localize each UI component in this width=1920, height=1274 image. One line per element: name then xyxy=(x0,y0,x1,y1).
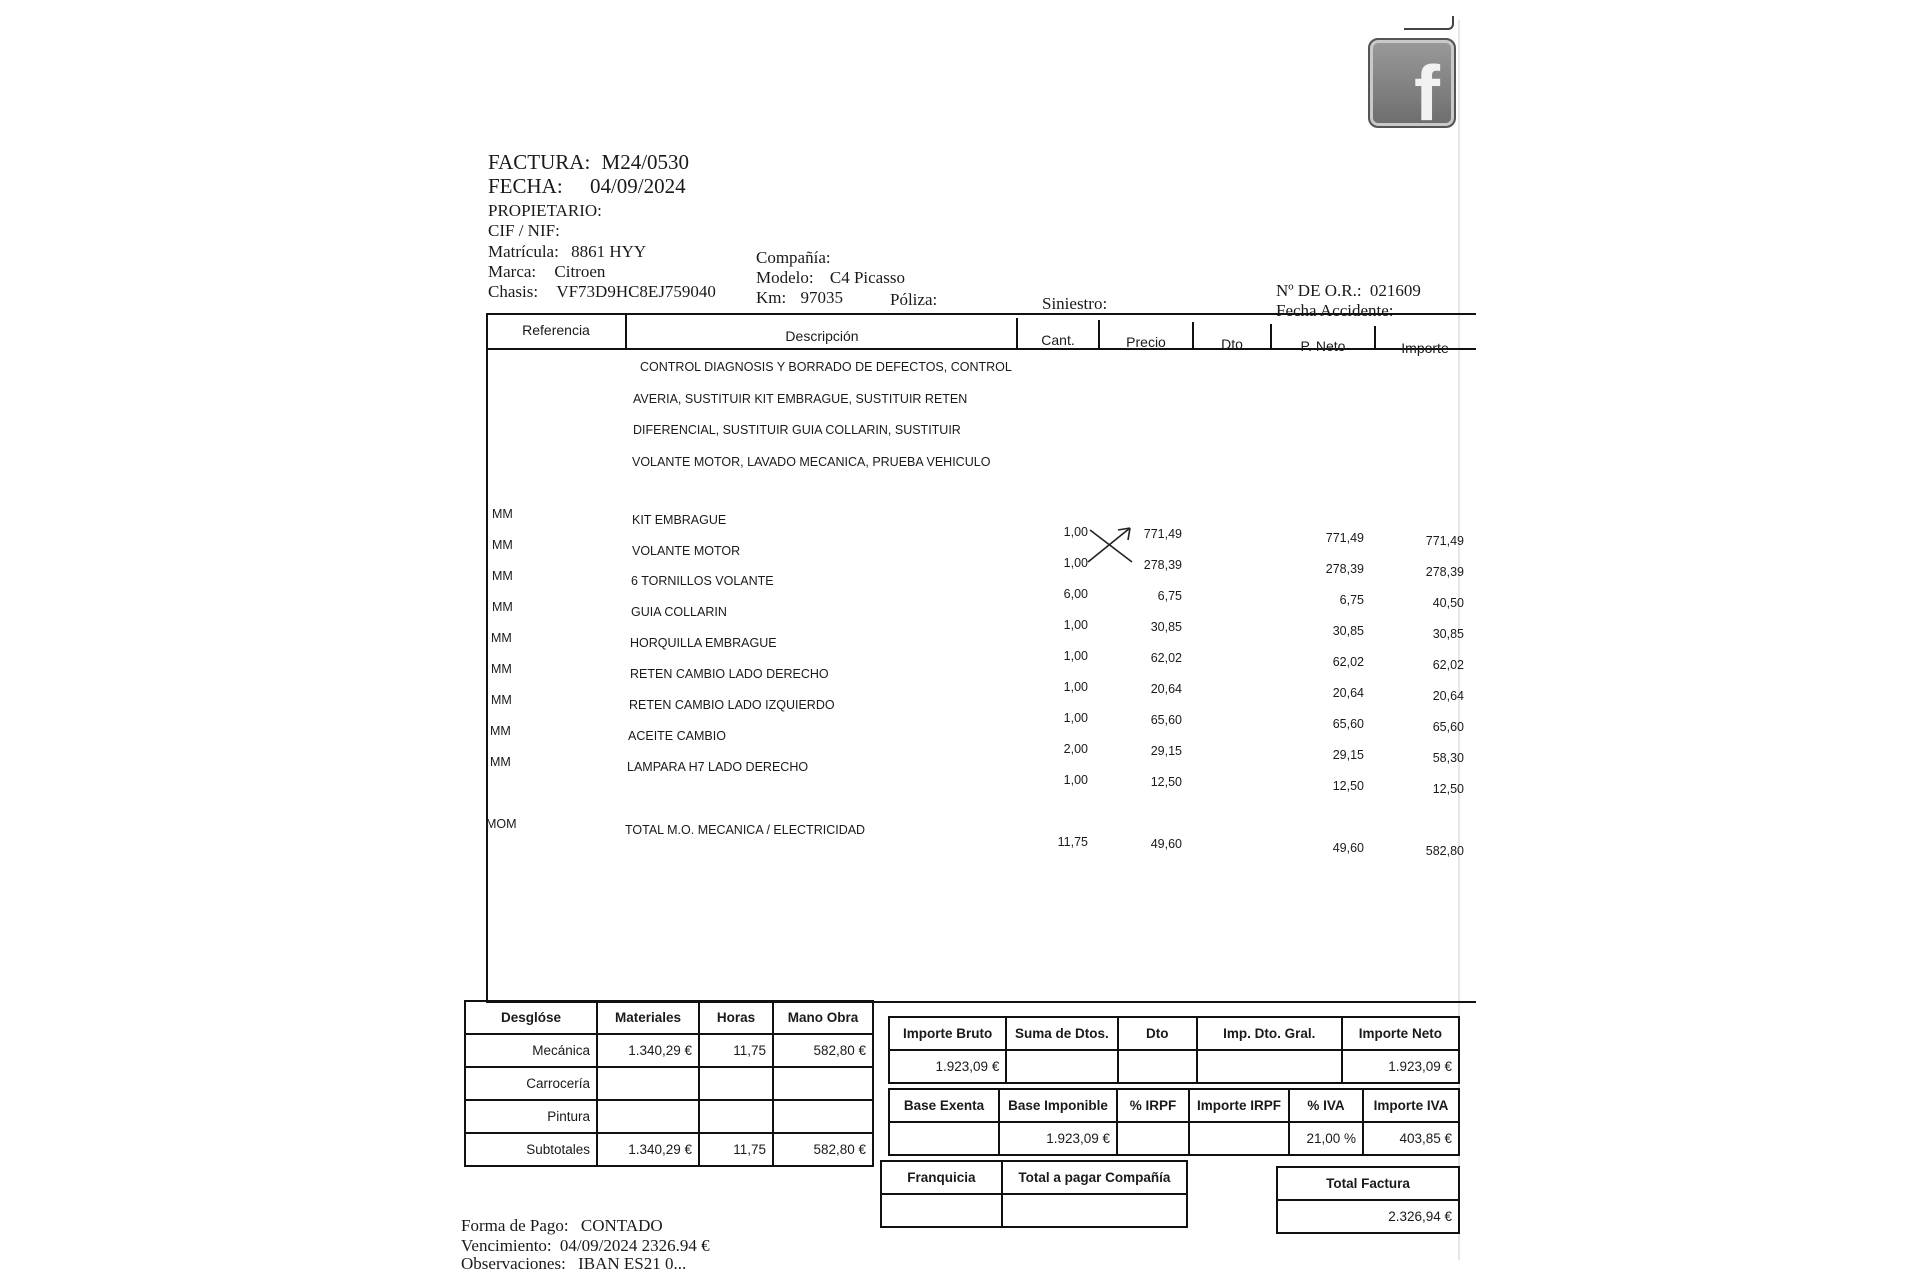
franquicia-header: Franquicia xyxy=(881,1161,1002,1194)
or-line xyxy=(1276,281,1421,301)
base-exenta-header: Base Exenta xyxy=(889,1089,999,1122)
row-importe: 771,49 xyxy=(1425,534,1464,548)
franquicia-table xyxy=(880,1160,1188,1228)
importe-iva-value: 403,85 € xyxy=(1363,1122,1459,1155)
km-value: 97035 xyxy=(800,288,843,307)
row-desc: RETEN CAMBIO LADO DERECHO xyxy=(630,667,829,681)
pct-iva-header: % IVA xyxy=(1289,1089,1363,1122)
forma-pago-value: CONTADO xyxy=(580,1216,663,1235)
poliza-label: Póliza: xyxy=(890,290,938,309)
importe-iva-header: Importe IVA xyxy=(1363,1089,1459,1122)
horas-value xyxy=(699,1067,773,1100)
factura-label: FACTURA: xyxy=(488,150,591,174)
row-ref: MM xyxy=(492,600,513,614)
siniestro-label: Siniestro: xyxy=(1042,294,1108,313)
row-cant: 1,00 xyxy=(1063,525,1088,539)
total-factura-value: 2.326,94 € xyxy=(1277,1200,1459,1233)
row-cant: 1,00 xyxy=(1063,711,1088,725)
base-exenta-value xyxy=(889,1122,999,1155)
suma-dtos-value xyxy=(1006,1050,1117,1083)
row-precio: 30,85 xyxy=(1150,620,1182,634)
row-precio: 12,50 xyxy=(1150,775,1182,789)
fecha-accidente-label: Fecha Accidente: xyxy=(1276,301,1394,320)
row-cant: 1,00 xyxy=(1063,618,1088,632)
facebook-icon: f xyxy=(1368,38,1456,128)
materiales-header: Materiales xyxy=(597,1001,699,1034)
row-label: Pintura xyxy=(465,1100,597,1133)
row-precio: 49,60 xyxy=(1150,837,1182,851)
importe-neto-value: 1.923,09 € xyxy=(1342,1050,1459,1083)
row-pneto: 6,75 xyxy=(1339,593,1364,607)
row-importe: 40,50 xyxy=(1432,596,1464,610)
importe-bruto-header: Importe Bruto xyxy=(889,1017,1006,1050)
imp-dto-gral-value xyxy=(1197,1050,1342,1083)
importes-table xyxy=(888,1016,1460,1084)
horas-value xyxy=(699,1100,773,1133)
base-imponible-header: Base Imponible xyxy=(999,1089,1117,1122)
row-desc: KIT EMBRAGUE xyxy=(632,513,727,527)
fecha-value: 04/09/2024 xyxy=(589,174,686,198)
km-line xyxy=(756,288,843,308)
col-referencia: Referencia xyxy=(522,322,590,338)
col-importe: Importe xyxy=(1401,340,1449,356)
description-line: DIFERENCIAL, SUSTITUIR GUIA COLLARIN, SUSTITUIR xyxy=(633,423,961,437)
vencimiento-label: Vencimiento: xyxy=(461,1236,552,1255)
row-pneto: 20,64 xyxy=(1332,686,1364,700)
row-desc: GUIA COLLARIN xyxy=(631,605,727,619)
factura-line xyxy=(488,150,689,175)
row-pneto: 771,49 xyxy=(1325,531,1364,545)
row-cant: 11,75 xyxy=(1057,835,1088,849)
row-ref: MM xyxy=(492,569,513,583)
row-desc: ACEITE CAMBIO xyxy=(628,729,726,743)
pct-irpf-header: % IRPF xyxy=(1117,1089,1189,1122)
row-ref: MM xyxy=(491,631,512,645)
mano-obra-value xyxy=(773,1100,873,1133)
dto-header: Dto xyxy=(1118,1017,1197,1050)
col-pneto: P. Neto xyxy=(1300,338,1346,354)
row-pneto: 12,50 xyxy=(1332,779,1364,793)
row-desc: HORQUILLA EMBRAGUE xyxy=(630,636,777,650)
total-factura-table xyxy=(1276,1166,1460,1234)
forma-pago-label: Forma de Pago: xyxy=(461,1216,569,1235)
col-precio: Precio xyxy=(1126,334,1166,350)
row-ref: MM xyxy=(492,538,513,552)
suma-dtos-header: Suma de Dtos. xyxy=(1006,1017,1117,1050)
base-imponible-value: 1.923,09 € xyxy=(999,1122,1117,1155)
row-importe: 58,30 xyxy=(1432,751,1464,765)
row-importe: 62,02 xyxy=(1432,658,1464,672)
row-precio: 20,64 xyxy=(1150,682,1182,696)
or-label: Nº DE O.R.: xyxy=(1276,281,1362,300)
horas-header: Horas xyxy=(699,1001,773,1034)
desglose-header: Desglóse xyxy=(465,1001,597,1034)
row-pneto: 278,39 xyxy=(1325,562,1364,576)
row-ref: MM xyxy=(490,724,511,738)
propietario-label: PROPIETARIO: xyxy=(488,201,602,220)
materiales-value: 1.340,29 € xyxy=(597,1133,699,1166)
row-desc: 6 TORNILLOS VOLANTE xyxy=(631,574,774,588)
row-label: Subtotales xyxy=(465,1133,597,1166)
total-factura-label: Total Factura xyxy=(1277,1167,1459,1200)
importe-irpf-header: Importe IRPF xyxy=(1189,1089,1289,1122)
importe-irpf-value xyxy=(1189,1122,1289,1155)
description-line: CONTROL DIAGNOSIS Y BORRADO DE DEFECTOS, CONTROL xyxy=(640,360,1012,374)
desglose-row xyxy=(465,1133,873,1166)
row-ref: MM xyxy=(492,507,513,521)
description-line: AVERIA, SUSTITUIR KIT EMBRAGUE, SUSTITUIR RETEN xyxy=(633,392,968,406)
row-cant: 1,00 xyxy=(1063,556,1088,570)
row-precio: 62,02 xyxy=(1150,651,1182,665)
modelo-line xyxy=(756,268,905,288)
row-cant: 1,00 xyxy=(1063,649,1088,663)
desglose-row xyxy=(465,1034,873,1067)
row-importe: 30,85 xyxy=(1432,627,1464,641)
pct-iva-value: 21,00 % xyxy=(1289,1122,1363,1155)
factura-number: M24/0530 xyxy=(601,150,690,174)
matricula-label: Matrícula: xyxy=(488,242,559,261)
row-pneto: 29,15 xyxy=(1332,748,1364,762)
row-pneto: 30,85 xyxy=(1332,624,1364,638)
col-divider xyxy=(625,313,627,350)
dto-value xyxy=(1118,1050,1197,1083)
observaciones-line xyxy=(461,1254,686,1274)
cif-label: CIF / NIF: xyxy=(488,221,560,240)
desglose-table xyxy=(464,1000,874,1167)
materiales-value: 1.340,29 € xyxy=(597,1034,699,1067)
materiales-value xyxy=(597,1100,699,1133)
marca-value: Citroen xyxy=(554,262,606,281)
row-precio: 29,15 xyxy=(1150,744,1182,758)
row-label: Mecánica xyxy=(465,1034,597,1067)
fecha-label: FECHA: xyxy=(488,174,563,198)
chasis-label: Chasis: xyxy=(488,282,539,301)
marca-label: Marca: xyxy=(488,262,537,281)
row-label: Carrocería xyxy=(465,1067,597,1100)
franquicia-value xyxy=(881,1194,1002,1227)
row-importe: 582,80 xyxy=(1425,844,1464,858)
compania-label: Compañía: xyxy=(756,248,831,267)
marca-line xyxy=(488,262,605,282)
col-cant: Cant. xyxy=(1041,332,1075,348)
row-desc: LAMPARA H7 LADO DERECHO xyxy=(627,760,809,774)
vencimiento-value: 04/09/2024 2326.94 € xyxy=(559,1236,710,1255)
modelo-value: C4 Picasso xyxy=(829,268,905,287)
row-pneto: 65,60 xyxy=(1332,717,1364,731)
row-pneto: 62,02 xyxy=(1332,655,1364,669)
row-precio: 771,49 xyxy=(1143,527,1182,541)
imp-dto-gral-header: Imp. Dto. Gral. xyxy=(1197,1017,1342,1050)
row-importe: 12,50 xyxy=(1432,782,1464,796)
horas-value: 11,75 xyxy=(699,1133,773,1166)
observaciones-value: IBAN ES21 0... xyxy=(578,1254,687,1273)
importe-neto-header: Importe Neto xyxy=(1342,1017,1459,1050)
row-importe: 65,60 xyxy=(1432,720,1464,734)
row-ref: MOM xyxy=(486,817,517,831)
mano-obra-value: 582,80 € xyxy=(773,1133,873,1166)
mano-obra-header: Mano Obra xyxy=(773,1001,873,1034)
description-line: VOLANTE MOTOR, LAVADO MECANICA, PRUEBA VEHICULO xyxy=(632,455,991,469)
bases-table xyxy=(888,1088,1460,1156)
row-ref: MM xyxy=(490,755,511,769)
vencimiento-line xyxy=(461,1236,710,1256)
fecha-line xyxy=(488,174,686,199)
row-ref: MM xyxy=(491,693,512,707)
chasis-line xyxy=(488,282,716,302)
row-desc: RETEN CAMBIO LADO IZQUIERDO xyxy=(629,698,835,712)
col-dto: Dto xyxy=(1221,336,1243,352)
importe-bruto-value: 1.923,09 € xyxy=(889,1050,1006,1083)
matricula-line xyxy=(488,242,646,262)
row-cant: 1,00 xyxy=(1063,680,1088,694)
desglose-row xyxy=(465,1100,873,1133)
mano-obra-value: 582,80 € xyxy=(773,1034,873,1067)
row-precio: 6,75 xyxy=(1157,589,1182,603)
row-cant: 1,00 xyxy=(1063,773,1088,787)
chasis-value: VF73D9HC8EJ759040 xyxy=(556,282,716,301)
row-ref: MM xyxy=(491,662,512,676)
row-desc: TOTAL M.O. MECANICA / ELECTRICIDAD xyxy=(625,823,866,837)
observaciones-label: Observaciones: xyxy=(461,1254,566,1273)
handwritten-arrow-icon xyxy=(1086,522,1138,568)
desglose-row xyxy=(465,1067,873,1100)
modelo-label: Modelo: xyxy=(756,268,814,287)
total-compania-value xyxy=(1002,1194,1187,1227)
pct-irpf-value xyxy=(1117,1122,1189,1155)
row-cant: 2,00 xyxy=(1063,742,1088,756)
forma-pago-line xyxy=(461,1216,663,1236)
km-label: Km: xyxy=(756,288,787,307)
row-importe: 278,39 xyxy=(1425,565,1464,579)
row-precio: 65,60 xyxy=(1150,713,1182,727)
col-descripcion: Descripción xyxy=(785,328,859,344)
materiales-value xyxy=(597,1067,699,1100)
horas-value: 11,75 xyxy=(699,1034,773,1067)
row-precio: 278,39 xyxy=(1143,558,1182,572)
matricula-value: 8861 HYY xyxy=(571,242,647,261)
or-value: 021609 xyxy=(1369,281,1421,300)
mano-obra-value xyxy=(773,1067,873,1100)
row-pneto: 49,60 xyxy=(1332,841,1364,855)
row-cant: 6,00 xyxy=(1063,587,1088,601)
total-compania-header: Total a pagar Compañía xyxy=(1002,1161,1187,1194)
row-importe: 20,64 xyxy=(1432,689,1464,703)
row-desc: VOLANTE MOTOR xyxy=(632,544,741,558)
speech-bubble-icon xyxy=(1404,16,1454,30)
